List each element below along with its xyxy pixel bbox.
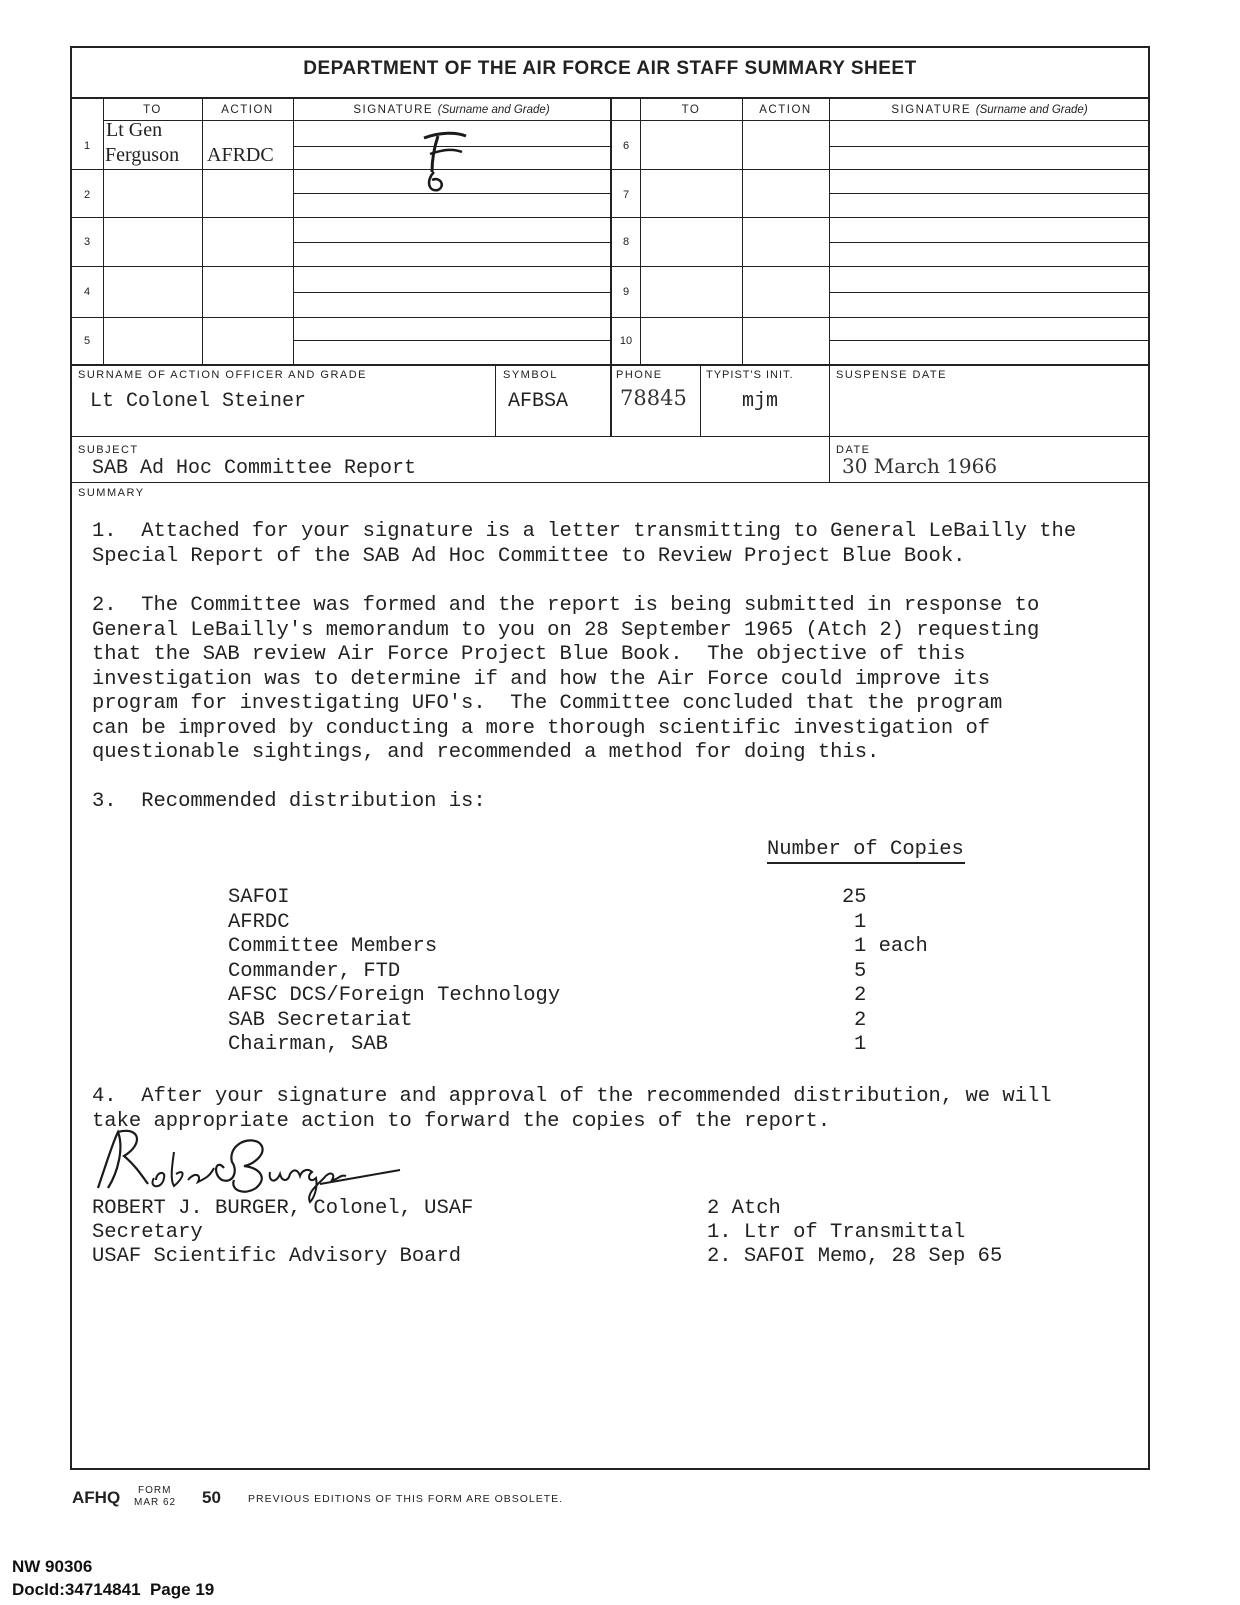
col-line bbox=[610, 97, 612, 365]
distribution-row bbox=[228, 935, 988, 960]
sig-subline bbox=[829, 146, 1150, 147]
row-number: 8 bbox=[622, 236, 630, 248]
sig-subline bbox=[829, 242, 1150, 243]
row-line bbox=[70, 482, 1150, 483]
header-action-right: ACTION bbox=[759, 104, 812, 116]
suspense-label: SUSPENSE DATE bbox=[836, 369, 947, 381]
typist-label: TYPIST'S INIT. bbox=[706, 369, 794, 381]
footer-form-number: 50 bbox=[202, 1488, 221, 1507]
summary-para-1: 1. Attached for your signature is a letter transmitting to General LeBailly the Special Report of the SAB Ad Hoc Committee to Review Project Blue Book. bbox=[92, 520, 1077, 568]
date-value: 30 March 1966 bbox=[842, 454, 998, 478]
distribution-copies: 25 bbox=[842, 886, 867, 909]
footer-form-word: FORM bbox=[138, 1485, 172, 1496]
subject-label: SUBJECT bbox=[78, 444, 139, 456]
col-line bbox=[829, 365, 830, 482]
header-to-left: TO bbox=[143, 104, 162, 116]
header-action-left: ACTION bbox=[221, 104, 274, 116]
typist-value: mjm bbox=[742, 390, 779, 413]
row-number: 4 bbox=[83, 286, 91, 298]
footer-form-date: MAR 62 bbox=[134, 1497, 177, 1508]
sig-subline bbox=[829, 193, 1150, 194]
summary-para-4: 4. After your signature and approval of the recommended distribution, we will take appropriate action to forward the copies of the report. bbox=[92, 1085, 1052, 1133]
row1-to-line2: Ferguson bbox=[105, 144, 180, 166]
summary-para-2: 2. The Committee was formed and the report is being submitted in response to General LeBailly's memorandum to you on 28 September 1965 (Atch 2) requesting that the SAB review Air Force Project Blue Book. The objective of this investigation was to determine if and how the Air Force could improve its program for investigating UFO's. The Committee concluded that the program can be improved by conducting a more thorough scientific investigation of questionable sightings, and recommended a method for doing this. bbox=[92, 594, 1040, 764]
signer-name: ROBERT J. BURGER, Colonel, USAF bbox=[92, 1197, 474, 1220]
header-bottom-line bbox=[103, 120, 1150, 121]
phone-label: PHONE bbox=[616, 369, 663, 381]
distribution-name: Committee Members bbox=[228, 935, 438, 958]
header-to-right: TO bbox=[681, 104, 701, 116]
summary-para-3: 3. Recommended distribution is: bbox=[92, 790, 486, 813]
header-signature-word: SIGNATURE bbox=[891, 104, 972, 116]
row-number: 7 bbox=[622, 189, 630, 201]
distribution-row bbox=[228, 886, 988, 911]
distribution-name: Commander, FTD bbox=[228, 959, 401, 983]
row1-action: AFRDC bbox=[207, 144, 274, 166]
header-signature-word: SIGNATURE bbox=[353, 104, 434, 116]
attachment-item: 1. Ltr of Transmittal bbox=[707, 1221, 966, 1244]
header-signature-note: (Surname and Grade) bbox=[437, 104, 550, 116]
distribution-copies: 1 bbox=[854, 1033, 867, 1056]
distribution-row bbox=[228, 1033, 988, 1058]
sig-subline bbox=[829, 292, 1150, 293]
distribution-row bbox=[228, 984, 988, 1009]
col-line bbox=[202, 97, 203, 365]
header-signature-right bbox=[829, 104, 1150, 116]
footer-afhq: AFHQ bbox=[72, 1488, 121, 1507]
row-number: 6 bbox=[622, 140, 630, 152]
col-line bbox=[495, 365, 496, 436]
handwritten-initial bbox=[410, 128, 480, 200]
distribution-row bbox=[228, 1009, 988, 1034]
symbol-value: AFBSA bbox=[508, 390, 569, 413]
header-signature-left bbox=[293, 104, 610, 116]
distribution-copies: 1 each bbox=[854, 935, 928, 958]
copies-underline bbox=[767, 862, 965, 864]
doc-id-line1: NW 90306 bbox=[12, 1557, 93, 1576]
summary-label: SUMMARY bbox=[78, 487, 145, 499]
sig-subline bbox=[293, 242, 611, 243]
sig-subline bbox=[293, 292, 611, 293]
doc-id-line2: DocId:34714841 Page 19 bbox=[12, 1580, 215, 1599]
attachment-count: 2 Atch bbox=[707, 1197, 781, 1220]
sig-subline bbox=[293, 340, 611, 341]
distribution-name: Chairman, SAB bbox=[228, 1033, 388, 1056]
distribution-name: SAB Secretariat bbox=[228, 1008, 413, 1032]
col-line bbox=[700, 365, 701, 436]
attachment-item: 2. SAFOI Memo, 28 Sep 65 bbox=[707, 1245, 1003, 1268]
distribution-copies: 2 bbox=[854, 984, 867, 1007]
row-number: 9 bbox=[622, 286, 630, 298]
form-title: DEPARTMENT OF THE AIR FORCE AIR STAFF SUMMARY SHEET bbox=[303, 58, 917, 79]
col-line bbox=[742, 97, 743, 365]
row-number: 5 bbox=[83, 335, 91, 347]
distribution-row bbox=[228, 911, 988, 936]
distribution-name: AFSC DCS/Foreign Technology bbox=[228, 984, 561, 1007]
row-line bbox=[70, 436, 1150, 437]
distribution-copies: 2 bbox=[854, 1008, 867, 1032]
officer-label: SURNAME OF ACTION OFFICER AND GRADE bbox=[78, 369, 368, 381]
date-label: DATE bbox=[836, 444, 871, 456]
row-number: 2 bbox=[83, 189, 91, 201]
distribution-list bbox=[228, 886, 988, 1058]
row-number: 3 bbox=[83, 236, 91, 248]
footer-obsolete-note: PREVIOUS EDITIONS OF THIS FORM ARE OBSOLETE. bbox=[248, 1493, 564, 1505]
phone-value: 78845 bbox=[620, 386, 687, 410]
distribution-row bbox=[228, 960, 988, 985]
col-line bbox=[829, 97, 830, 365]
subject-value: SAB Ad Hoc Committee Report bbox=[92, 457, 417, 480]
signer-title: Secretary bbox=[92, 1221, 203, 1244]
col-line bbox=[293, 97, 294, 365]
header-signature-note: (Surname and Grade) bbox=[975, 104, 1088, 116]
form-footer bbox=[72, 1486, 772, 1512]
distribution-copies: 1 bbox=[854, 910, 867, 934]
col-line bbox=[103, 97, 104, 365]
distribution-copies: 5 bbox=[854, 959, 867, 983]
copies-header: Number of Copies bbox=[767, 838, 964, 861]
officer-value: Lt Colonel Steiner bbox=[90, 390, 307, 413]
col-line bbox=[610, 365, 612, 436]
symbol-label: SYMBOL bbox=[503, 369, 558, 381]
distribution-name: AFRDC bbox=[228, 910, 290, 934]
sig-subline bbox=[829, 340, 1150, 341]
signer-org: USAF Scientific Advisory Board bbox=[92, 1245, 462, 1268]
col-line bbox=[640, 97, 641, 365]
row1-to-line1: Lt Gen bbox=[106, 119, 163, 141]
row-number: 1 bbox=[83, 140, 91, 152]
distribution-name: SAFOI bbox=[228, 886, 290, 909]
row-number: 10 bbox=[619, 335, 633, 347]
